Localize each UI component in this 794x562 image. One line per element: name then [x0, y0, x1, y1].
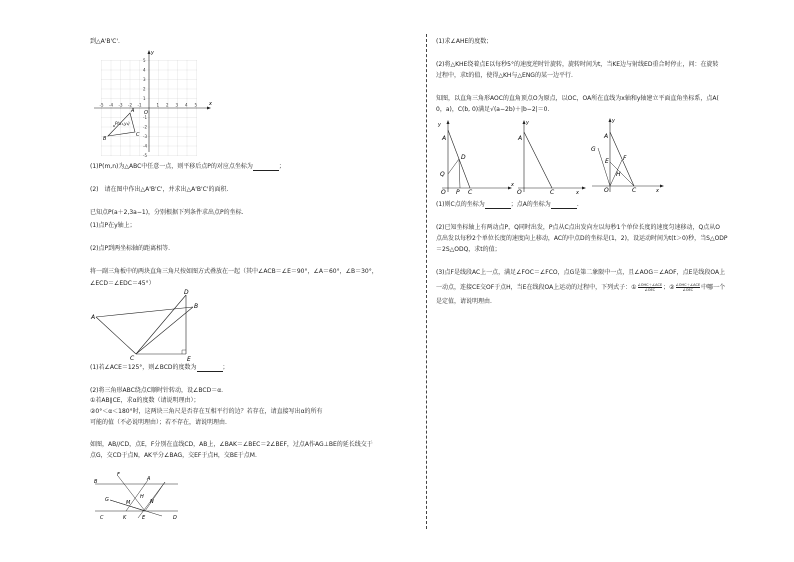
- par-label-g: G: [105, 497, 109, 503]
- g2-label-c: C: [550, 189, 555, 196]
- g3-y-label: y: [612, 118, 615, 124]
- g1-y-label: y: [438, 122, 441, 128]
- g3-label-a: A: [604, 133, 609, 140]
- q2-part1: (1)点P在y轴上；: [90, 222, 136, 229]
- x-tick-label: -2: [128, 102, 132, 108]
- g1-x-label: x: [511, 182, 514, 188]
- y-axis-label: y: [151, 50, 154, 56]
- x-tick-label: 2: [166, 102, 169, 108]
- g2-label-o: O: [517, 189, 522, 196]
- q5-text-line2: 0，a)，C(b, 0)满足√(a−2b)＋|b−2|＝0.: [436, 106, 550, 113]
- answer-blank[interactable]: [253, 164, 279, 171]
- par-label-h: H: [140, 494, 144, 500]
- fraction-1: ∠OHC＋∠ACE ∠OEC: [637, 283, 663, 292]
- point-p-label: P(x₁,y₁): [115, 121, 130, 126]
- coord-figure-3: [590, 118, 670, 192]
- par-label-c: C: [100, 515, 104, 521]
- par-label-e: E: [142, 515, 146, 521]
- q5-part3-line1: (3)点F是线段AC上一点，满足∠FOC＝∠FCO，点G是第二象限中一点，且∠AOG＝∠AOF，点E是线段OA上: [436, 269, 726, 276]
- q2-part2: (2)点P到两坐标轴的距离相等.: [90, 245, 171, 252]
- q5-part3-line3: 是定值，请说明理由.: [436, 298, 492, 305]
- g1-label-q: Q: [440, 171, 445, 178]
- answer-blank[interactable]: [197, 365, 223, 372]
- point-a-label: A: [131, 108, 135, 114]
- q3-part2c: 可能的值（不必说明理由）；若不存在，请说明理由.: [90, 419, 227, 426]
- par-label-m: M: [126, 500, 131, 506]
- q4-text-line1: 如图，AB//CD，点E，F分别在直线CD，AB上，∠BAK＝∠BEC＝2∠BEF，过点A作AG⊥BE的延长线交于: [90, 441, 373, 448]
- g3-x-label: x: [656, 188, 659, 194]
- set-square-figure: [90, 290, 200, 362]
- g1-label-p: P: [456, 189, 460, 196]
- y-tick-label: 3: [143, 77, 146, 82]
- origin-label: O: [144, 110, 148, 116]
- par-label-n: N: [150, 499, 154, 505]
- tri-label-d: D: [184, 289, 189, 296]
- q3-part2: (2)将三角形ABC绕点C顺时针转动，设∠BCD＝α.: [90, 387, 224, 394]
- q1-part1: (1)P(m,n)为△ABC中任意一点，则平移后点P的对应点坐标为 ；: [90, 163, 285, 170]
- tri-label-e: E: [187, 356, 191, 363]
- g2-label-a: A: [518, 135, 523, 142]
- y-tick-label: 2: [143, 86, 146, 92]
- g1-label-o: O: [441, 189, 446, 196]
- x-tick-label: -1: [137, 102, 142, 108]
- x-tick-label: 1: [156, 102, 160, 108]
- q3-part2b: ②0°＜α＜180°时，这两块三角尺是否存在互相平行的边？若存在，请直接写出α的所有: [90, 408, 323, 415]
- q5-part1: (1)则C点的坐标为 ；点A的坐标为 .: [436, 201, 579, 208]
- x-tick-label: -4: [109, 102, 113, 108]
- point-b-label: B: [103, 136, 107, 142]
- y-tick-label: 5: [143, 58, 146, 63]
- point-c-label: C: [136, 132, 140, 138]
- coordinate-grid-figure: [90, 48, 215, 158]
- g2-y-label: y: [526, 120, 529, 126]
- q5-part2-line3: ＝2S△ODQ，求t的值；: [436, 246, 501, 253]
- answer-blank-c[interactable]: [485, 202, 511, 209]
- g1-label-a: A: [442, 135, 447, 142]
- coord-figure-1: [436, 118, 516, 196]
- par-label-k: K: [123, 515, 127, 521]
- tri-label-c: C: [130, 355, 135, 362]
- g1-label-c: C: [468, 189, 473, 196]
- q5-text-line1: 知图，以直角三角形AOC的直角顶点O为原点，以OC，OA所在直线为x轴和y轴建立平面直角坐标系，点A(: [436, 95, 719, 102]
- page-divider: [426, 34, 427, 529]
- y-tick-label: -2: [143, 124, 147, 130]
- q5-part3-line2: 一动点，连接CE交OF于点H，当E在线段OA上运动的过程中，下列式子：① ∠OHC＋∠ACE ∠OEC ；② ∠OHC＋∠ACE ∠OEC 中哪一个: [436, 283, 726, 292]
- x-tick-label: 5: [194, 102, 198, 108]
- q1-intro: 到△A'B'C'.: [90, 38, 120, 45]
- y-tick-label: -5: [143, 153, 147, 158]
- q1-part2: (2) 请在图中作出△A'B'C'，并求出△A'B'C'的面积.: [90, 186, 229, 193]
- q4-part2-line2: 过程中，求t的值，使得△KH与△ENG的某一边平行.: [436, 72, 573, 79]
- parallel-lines-figure: [90, 468, 185, 522]
- tri-label-a: A: [91, 314, 96, 321]
- x-axis-label: x: [209, 101, 212, 107]
- par-label-f: F: [117, 472, 120, 478]
- q2-intro: 已知点P(a＋2,3a−1)，分别根据下列条件求出点P的坐标.: [90, 209, 244, 216]
- q3-part2a: ①若AB∥CE，求α的度数（请说明理由）；: [90, 397, 200, 404]
- answer-blank-a[interactable]: [551, 202, 577, 209]
- q3-text-line1: 将一副三角板中的两块直角三角尺按如图方式叠放在一起（其中∠ACB＝∠E＝90°，∠A＝60°，∠B＝30°，: [90, 268, 378, 275]
- q4-part2-line1: (2)将△KHE绕着点E以每秒5°的速度逆时针旋转，旋转时间为t，当KE边与射线ED重合时停止，问：在旋转: [436, 61, 719, 68]
- g3-label-f: F: [623, 155, 627, 162]
- x-tick-label: -3: [118, 102, 123, 108]
- q4-text-line2: 点G，交CD于点N，AK平分∠BAG，交EF于点H，交BE于点M.: [90, 452, 257, 459]
- y-tick-label: 1: [143, 96, 146, 101]
- x-tick-label: 4: [185, 102, 188, 108]
- g3-label-o: O: [604, 187, 609, 194]
- q5-part2-line1: (2)已知坐标轴上有两动点P，Q同时出发，P点从C点出发向左以每秒1个单位长度的速度匀速移动，Q点从O: [436, 224, 720, 231]
- y-tick-label: 4: [143, 67, 146, 73]
- par-label-a: A: [147, 476, 151, 482]
- g1-label-d: D: [461, 154, 466, 161]
- g2-x-label: x: [576, 190, 579, 196]
- g3-label-h: H: [616, 171, 621, 178]
- q3-text-line2: ∠ECD＝∠EDC＝45°）: [90, 280, 155, 287]
- y-tick-label: -4: [143, 143, 147, 149]
- q3-part1: (1)若∠ACE＝125°，则∠BCD的度数为 ；: [90, 364, 229, 371]
- g3-label-c: C: [632, 187, 637, 194]
- tri-label-b: B: [194, 303, 199, 310]
- x-tick-label: 3: [175, 102, 179, 108]
- x-tick-label: -5: [99, 102, 104, 108]
- q5-part2-line2: 点出发以每秒2个单位长度的速度向上移动，AC的中点D的坐标是(1，2)，设运动时间为t(t＞0)秒，当S△ODP: [436, 235, 728, 242]
- y-tick-label: -3: [143, 134, 147, 139]
- y-tick-label: -1: [143, 115, 147, 120]
- coord-figure-2: [512, 118, 592, 196]
- fraction-2: ∠OHC＋∠ACE ∠OEC: [675, 283, 701, 292]
- q4-part1: (1)求∠AHE的度数；: [436, 38, 493, 45]
- par-label-d: D: [173, 515, 177, 521]
- par-label-b: B: [94, 479, 98, 485]
- g3-label-g: G: [591, 146, 596, 153]
- g3-label-e: E: [605, 158, 609, 165]
